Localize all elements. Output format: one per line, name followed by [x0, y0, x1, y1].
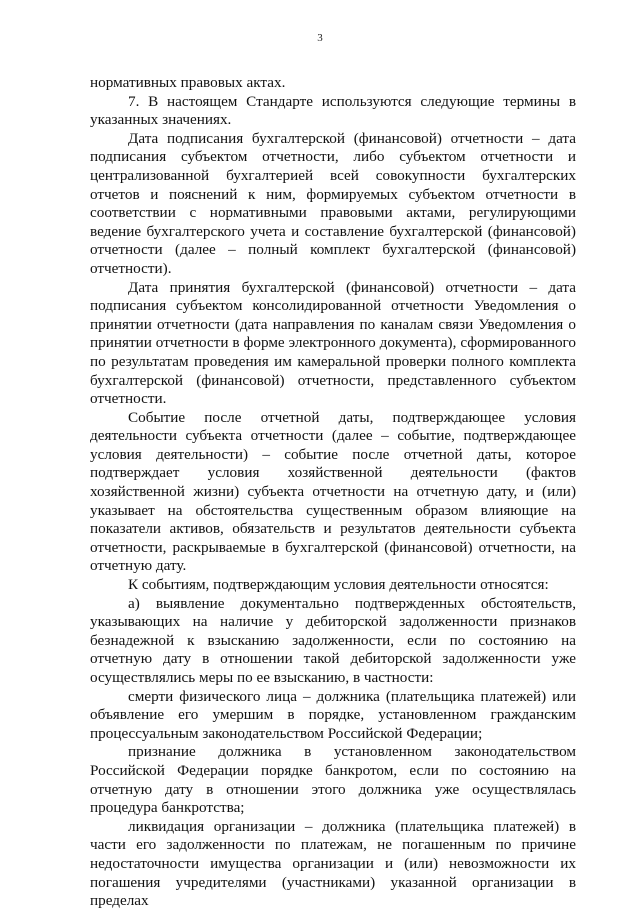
document-body — [90, 74, 576, 911]
paragraph-signing-date-definition: Дата подписания бухгалтерской (финансовой) отчетности – дата подписания субъектом отчетности, либо субъектом отчетности и централизованной бухгалтерией всей совокупности бухгалтерских отчетов и пояснений к ним, формируемых субъектом отчетности в соответствии с нормативными правовыми актами, регулирующими ведение бухгалтерского учета и составление бухгалтерской (финансовой) отчетности (далее – полный комплект бухгалтерской (финансовой) отчетности). — [90, 129, 576, 277]
paragraph-clause-7: 7. В настоящем Стандарте используются следующие термины в указанных значениях. — [90, 92, 576, 129]
paragraph-death-of-debtor: смерти физического лица – должника (плательщика платежей) или объявление его умершим в порядке, установленном гражданским процессуальным законодательством Российской Федерации; — [90, 687, 576, 742]
paragraph-item-a: а) выявление документально подтвержденных обстоятельств, указывающих на наличие у дебиторской задолженности признаков безнадежной к взысканию задолженности, если по состоянию на отчетную дату в отношении такой дебиторской задолженности уже осуществлялись меры по ее взысканию, в частности: — [90, 594, 576, 686]
page-number: 3 — [317, 32, 323, 44]
paragraph-event-definition: Событие после отчетной даты, подтверждающее условия деятельности субъекта отчетности (далее – событие, подтверждающее условия деятельности) – событие после отчетной даты, которое подтверждает условия хозяйственной деятельности (фактов хозяйственной жизни) субъекта отчетности на отчетную дату, и (или) указывает на обстоятельства существенным образом влияющие на показатели активов, обязательств и результатов деятельности субъекта отчетности, раскрываемые в бухгалтерской (финансовой) отчетности, на отчетную дату. — [90, 408, 576, 575]
paragraph-events-intro: К событиям, подтверждающим условия деятельности относятся: — [128, 576, 549, 594]
paragraph-bankruptcy: признание должника в установленном законодательством Российской Федерации порядке банкротом, если по состоянию на отчетную дату в отношении этого должника уже осуществлялась процедура банкротства; — [90, 743, 576, 817]
paragraph-continuation: нормативных правовых актах. — [90, 74, 286, 91]
paragraph-liquidation: ликвидация организации – должника (плательщика платежей) в части его задолженности по платежам, не погашенным по причине недостаточности имущества организации и (или) невозможности их погашения учредителями (участниками) указанной организации в пределах — [90, 817, 576, 910]
paragraph-acceptance-date-definition: Дата принятия бухгалтерской (финансовой) отчетности – дата подписания субъектом консолидированной отчетности Уведомления о принятии отчетности (дата направления по каналам связи Уведомления о принятии отчетности в форме электронного документа), сформированного по результатам проведения им камеральной проверки полного комплекта бухгалтерской (финансовой) отчетности, представленного субъектом отчетности. — [90, 278, 576, 408]
